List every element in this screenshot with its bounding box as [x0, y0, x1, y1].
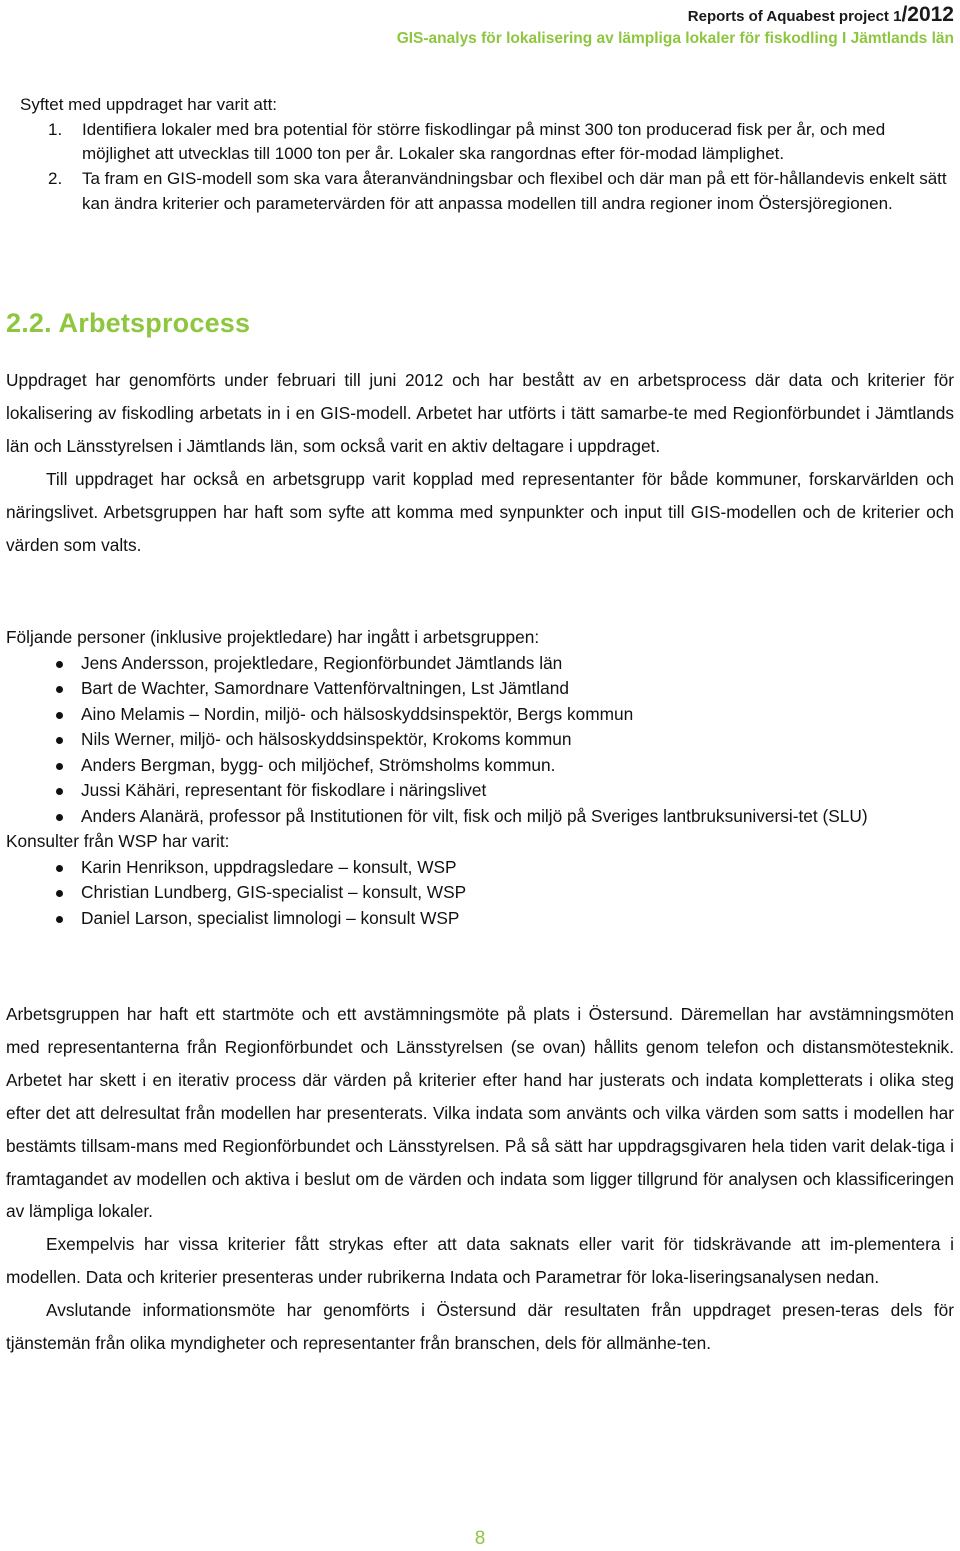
- closing-paragraph: Arbetsgruppen har haft ett startmöte och ett avstämningsmöte på plats i Östersund. Däremellan har avstämningsmöten med representanterna från Regionförbundet och Länsstyrelsen (se ovan) hållits genom telefon och distansmötesteknik. Arbetet har skett i en iterativ process där värden på kriterier efter hand har justerats och indata kompletterats i olika steg efter det att delresultat från modellen har presenterats. Vilka indata som använts och vilka värden som satts i modellen har bestämts tillsam-mans med Regionförbundet och Länsstyrelsen. På så sätt har uppdragsgivaren hela tiden varit delak-tiga i framtagandet av modellen och aktiva i beslut om de värden och indata som ligger tillgrund för analysen och klassificeringen av lämpliga lokaler.: [6, 1004, 954, 1222]
- list-item: Aino Melamis – Nordin, miljö- och hälsoskyddsinspektör, Bergs kommun: [6, 702, 954, 728]
- list-item: Daniel Larson, specialist limnologi – konsult WSP: [6, 906, 954, 932]
- working-group-section: [6, 625, 954, 931]
- bullet-icon: [56, 661, 63, 668]
- list-item: Christian Lundberg, GIS-specialist – konsult, WSP: [6, 880, 954, 906]
- purpose-item-number: 1.: [48, 119, 63, 139]
- working-group-intro: Följande personer (inklusive projektledare) har ingått i arbetsgruppen:: [6, 627, 540, 647]
- closing-paragraph: Avslutande informationsmöte har genomförts i Östersund där resultaten från uppdraget presen-teras dels för tjänstemän från olika myndigheter och representanter från branschen, dels för allmänhe-ten.: [6, 1300, 954, 1354]
- list-item: Jussi Kähäri, representant för fiskodlare i näringslivet: [6, 778, 954, 804]
- page-number: 8: [474, 1528, 486, 1549]
- bullet-icon: [56, 788, 63, 795]
- bullet-icon: [56, 865, 63, 872]
- process-paragraphs: [6, 364, 954, 561]
- bullet-icon: [56, 737, 63, 744]
- list-item: Anders Alanärä, professor på Institutionen för vilt, fisk och miljö på Sveriges lantbruksuniversi-tet (SLU): [6, 804, 954, 830]
- closing-paragraphs: [6, 998, 954, 1360]
- purpose-item: [20, 167, 950, 216]
- page-header: [397, 4, 954, 50]
- purpose-item: [20, 118, 950, 167]
- closing-paragraph: Exempelvis har vissa kriterier fått strykas efter att data saknats eller varit för tidskrävande att im-plementera i modellen. Data och kriterier presenteras under rubrikerna Indata och Parametrar för loka-liseringsanalysen nedan.: [6, 1234, 954, 1288]
- process-paragraph: Uppdraget har genomförts under februari till juni 2012 och har bestått av en arbetsprocess där data och kriterier för lokalisering av fiskodling arbetats in i en GIS-modell. Arbetet har utförts i tätt samarbe-te med Regionförbundet i Jämtlands län och Länsstyrelsen i Jämtlands län, som också varit en aktiv deltagare i uppdraget.: [6, 370, 954, 456]
- list-item: Jens Andersson, projektledare, Regionförbundet Jämtlands län: [6, 651, 954, 677]
- process-paragraph: Till uppdraget har också en arbetsgrupp varit kopplad med representanter för både kommuner, forskarvärlden och näringslivet. Arbetsgruppen har haft som syfte att komma med synpunkter och input till GIS-modellen och de kriterier och värden som valts.: [6, 468, 954, 555]
- report-subtitle: GIS-analys för lokalisering av lämpliga lokaler för fiskodling I Jämtlands län: [396, 30, 954, 47]
- section-heading: 2.2. Arbetsprocess: [6, 308, 251, 338]
- purpose-intro: Syftet med uppdraget har varit att:: [20, 95, 278, 114]
- working-group-list: [6, 651, 954, 830]
- list-item: Nils Werner, miljö- och hälsoskyddsinspektör, Krokoms kommun: [6, 727, 954, 753]
- bullet-icon: [56, 814, 63, 821]
- bullet-icon: [56, 916, 63, 923]
- report-year: /2012: [901, 3, 954, 26]
- report-prefix: Reports of Aquabest project 1: [687, 8, 902, 25]
- bullet-icon: [56, 686, 63, 693]
- purpose-section: [20, 93, 950, 217]
- bullet-icon: [56, 890, 63, 897]
- purpose-item-text: Identifiera lokaler med bra potential för större fiskodlingar på minst 300 ton producerad fisk per år, och med möjlighet att utvecklas till 1000 ton per år. Lokaler ska rangordnas efter för-modad lämplighet.: [82, 119, 886, 164]
- consultants-intro: Konsulter från WSP har varit:: [6, 831, 230, 851]
- report-title: [397, 4, 954, 28]
- bullet-icon: [56, 712, 63, 719]
- bullet-icon: [56, 763, 63, 770]
- list-item: Anders Bergman, bygg- och miljöchef, Strömsholms kommun.: [6, 753, 954, 779]
- purpose-item-text: Ta fram en GIS-modell som ska vara återanvändningsbar och flexibel och där man på ett för-hållandevis enkelt sätt kan ändra kriterier och parametervärden för att anpassa modellen till andra regioner inom Östersjöregionen.: [82, 169, 947, 213]
- list-item: Bart de Wachter, Samordnare Vattenförvaltningen, Lst Jämtland: [6, 676, 954, 702]
- list-item: Karin Henrikson, uppdragsledare – konsult, WSP: [6, 855, 954, 881]
- consultants-list: [6, 855, 954, 932]
- purpose-item-number: 2.: [48, 169, 63, 189]
